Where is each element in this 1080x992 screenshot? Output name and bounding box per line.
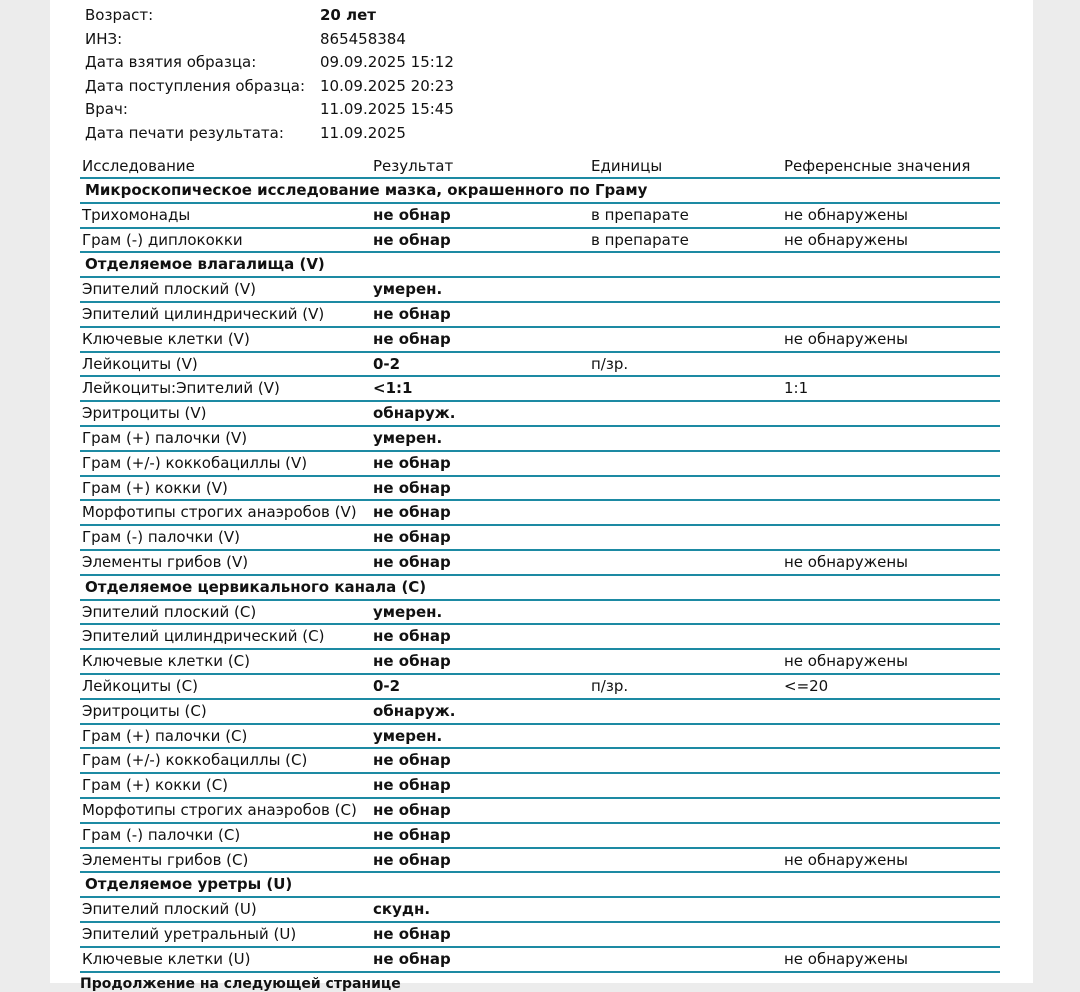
test-result: обнаруж.: [373, 701, 456, 720]
test-result: не обнар: [373, 304, 451, 323]
test-result: не обнар: [373, 949, 451, 968]
section-header: [80, 576, 1000, 601]
test-result: не обнар: [373, 478, 451, 497]
test-reference: не обнаружены: [784, 552, 909, 571]
continuation-note: Продолжение на следующей странице: [80, 976, 401, 992]
table-row: [80, 650, 1000, 675]
test-name: Эпителий уретральный (U): [82, 924, 297, 943]
test-result: не обнар: [373, 652, 451, 671]
test-result: 0-2: [373, 354, 401, 373]
report-page: [50, 0, 1033, 992]
table-row: [80, 229, 1000, 254]
test-reference: не обнаружены: [784, 850, 909, 869]
test-result: не обнар: [373, 528, 451, 547]
table-row: [80, 700, 1000, 725]
test-result: скудн.: [373, 900, 431, 919]
test-name: Ключевые клетки (U): [82, 949, 251, 968]
section-title: Отделяемое уретры (U): [85, 875, 293, 894]
header-units: Единицы: [591, 157, 663, 175]
test-name: Грам (+/-) коккобациллы (V): [82, 453, 308, 472]
patient-value: 865458384: [320, 29, 406, 48]
test-result: не обнар: [373, 230, 451, 249]
header-result: Результат: [373, 157, 454, 175]
test-result: обнаруж.: [373, 404, 456, 423]
test-reference: <=20: [784, 676, 829, 695]
test-result: 0-2: [373, 676, 401, 695]
test-result: не обнар: [373, 552, 451, 571]
test-name: Грам (+) кокки (C): [82, 776, 229, 795]
test-reference: не обнаружены: [784, 230, 909, 249]
test-result: не обнар: [373, 850, 451, 869]
test-reference: не обнаружены: [784, 329, 909, 348]
table-row: [80, 774, 1000, 799]
table-row: [80, 501, 1000, 526]
test-name: Эпителий цилиндрический (C): [82, 627, 325, 646]
test-result: <1:1: [373, 379, 413, 398]
table-row: [80, 402, 1000, 427]
table-row: [80, 303, 1000, 328]
test-result: умерен.: [373, 726, 443, 745]
table-row: [80, 551, 1000, 576]
test-name: Грам (+) палочки (C): [82, 726, 248, 745]
test-name: Элементы грибов (V): [82, 552, 249, 571]
table-row: [80, 824, 1000, 849]
test-units: п/зр.: [591, 354, 629, 373]
table-row: [80, 353, 1000, 378]
test-result: не обнар: [373, 776, 451, 795]
test-name: Грам (+) кокки (V): [82, 478, 228, 497]
test-name: Эпителий цилиндрический (V): [82, 304, 325, 323]
test-result: умерен.: [373, 280, 443, 299]
table-row: [80, 849, 1000, 874]
test-reference: 1:1: [784, 379, 809, 398]
section-header: [80, 253, 1000, 278]
table-row: [80, 477, 1000, 502]
test-result: не обнар: [373, 751, 451, 770]
section-title: Микроскопическое исследование мазка, окрашенного по Граму: [85, 181, 648, 199]
table-row: [80, 328, 1000, 353]
test-name: Морфотипы строгих анаэробов (V): [82, 503, 357, 522]
test-result: не обнар: [373, 329, 451, 348]
table-row: [80, 452, 1000, 477]
test-name: Эпителий плоский (V): [82, 280, 256, 299]
test-name: Грам (+/-) коккобациллы (C): [82, 751, 308, 770]
test-units: в препарате: [591, 205, 689, 224]
patient-value: 09.09.2025 15:12: [320, 53, 454, 71]
test-reference: не обнаружены: [784, 949, 909, 968]
test-name: Ключевые клетки (V): [82, 329, 250, 348]
test-result: не обнар: [373, 453, 451, 472]
section-title: Отделяемое цервикального канала (C): [85, 577, 427, 596]
table-row: [80, 427, 1000, 452]
patient-label: Возраст:: [85, 6, 154, 24]
patient-label: Врач:: [85, 100, 128, 118]
table-row: [80, 948, 1000, 973]
test-units: в препарате: [591, 230, 689, 249]
section-header: [80, 179, 1000, 204]
table-row: [80, 526, 1000, 551]
test-name: Лейкоциты (V): [82, 354, 198, 373]
test-name: Эпителий плоский (C): [82, 602, 257, 621]
test-name: Элементы грибов (C): [82, 850, 249, 869]
test-name: Грам (-) палочки (V): [82, 528, 240, 547]
test-result: не обнар: [373, 924, 451, 943]
test-name: Ключевые клетки (C): [82, 652, 251, 671]
table-row: [80, 725, 1000, 750]
test-name: Грам (-) диплококки: [82, 230, 243, 249]
table-row: [80, 377, 1000, 402]
table-row: [80, 625, 1000, 650]
test-result: не обнар: [373, 205, 451, 224]
header-test: Исследование: [82, 157, 195, 175]
test-result: умерен.: [373, 428, 443, 447]
patient-label: Дата печати результата:: [85, 123, 284, 142]
table-row: [80, 675, 1000, 700]
test-name: Эритроциты (C): [82, 701, 207, 720]
patient-value: 10.09.2025 20:23: [320, 76, 454, 95]
patient-value: 11.09.2025: [320, 123, 406, 142]
section-header: [80, 873, 1000, 898]
patient-label: Дата поступления образца:: [85, 76, 305, 95]
table-header: [80, 155, 1000, 179]
test-result: не обнар: [373, 627, 451, 646]
patient-value: 20 лет: [320, 6, 376, 24]
test-name: Лейкоциты:Эпителий (V): [82, 379, 280, 398]
test-units: п/зр.: [591, 676, 629, 695]
table-row: [80, 898, 1000, 923]
test-reference: не обнаружены: [784, 205, 909, 224]
table-row: [80, 204, 1000, 229]
header-reference: Референсные значения: [784, 157, 971, 175]
patient-label: ИНЗ:: [85, 29, 123, 48]
test-name: Грам (-) палочки (C): [82, 825, 241, 844]
results-table: [80, 155, 1000, 973]
test-name: Морфотипы строгих анаэробов (C): [82, 800, 357, 819]
table-row: [80, 799, 1000, 824]
table-row: [80, 749, 1000, 774]
test-result: умерен.: [373, 602, 443, 621]
test-result: не обнар: [373, 503, 451, 522]
patient-value: 11.09.2025 15:45: [320, 100, 454, 118]
table-row: [80, 923, 1000, 948]
test-name: Лейкоциты (C): [82, 676, 198, 695]
test-reference: не обнаружены: [784, 652, 909, 671]
test-name: Эритроциты (V): [82, 404, 207, 423]
table-row: [80, 278, 1000, 303]
section-title: Отделяемое влагалища (V): [85, 255, 325, 274]
test-result: не обнар: [373, 825, 451, 844]
table-row: [80, 601, 1000, 626]
test-name: Грам (+) палочки (V): [82, 428, 248, 447]
patient-label: Дата взятия образца:: [85, 53, 257, 71]
test-result: не обнар: [373, 800, 451, 819]
test-name: Трихомонады: [82, 205, 191, 224]
test-name: Эпителий плоский (U): [82, 900, 257, 919]
